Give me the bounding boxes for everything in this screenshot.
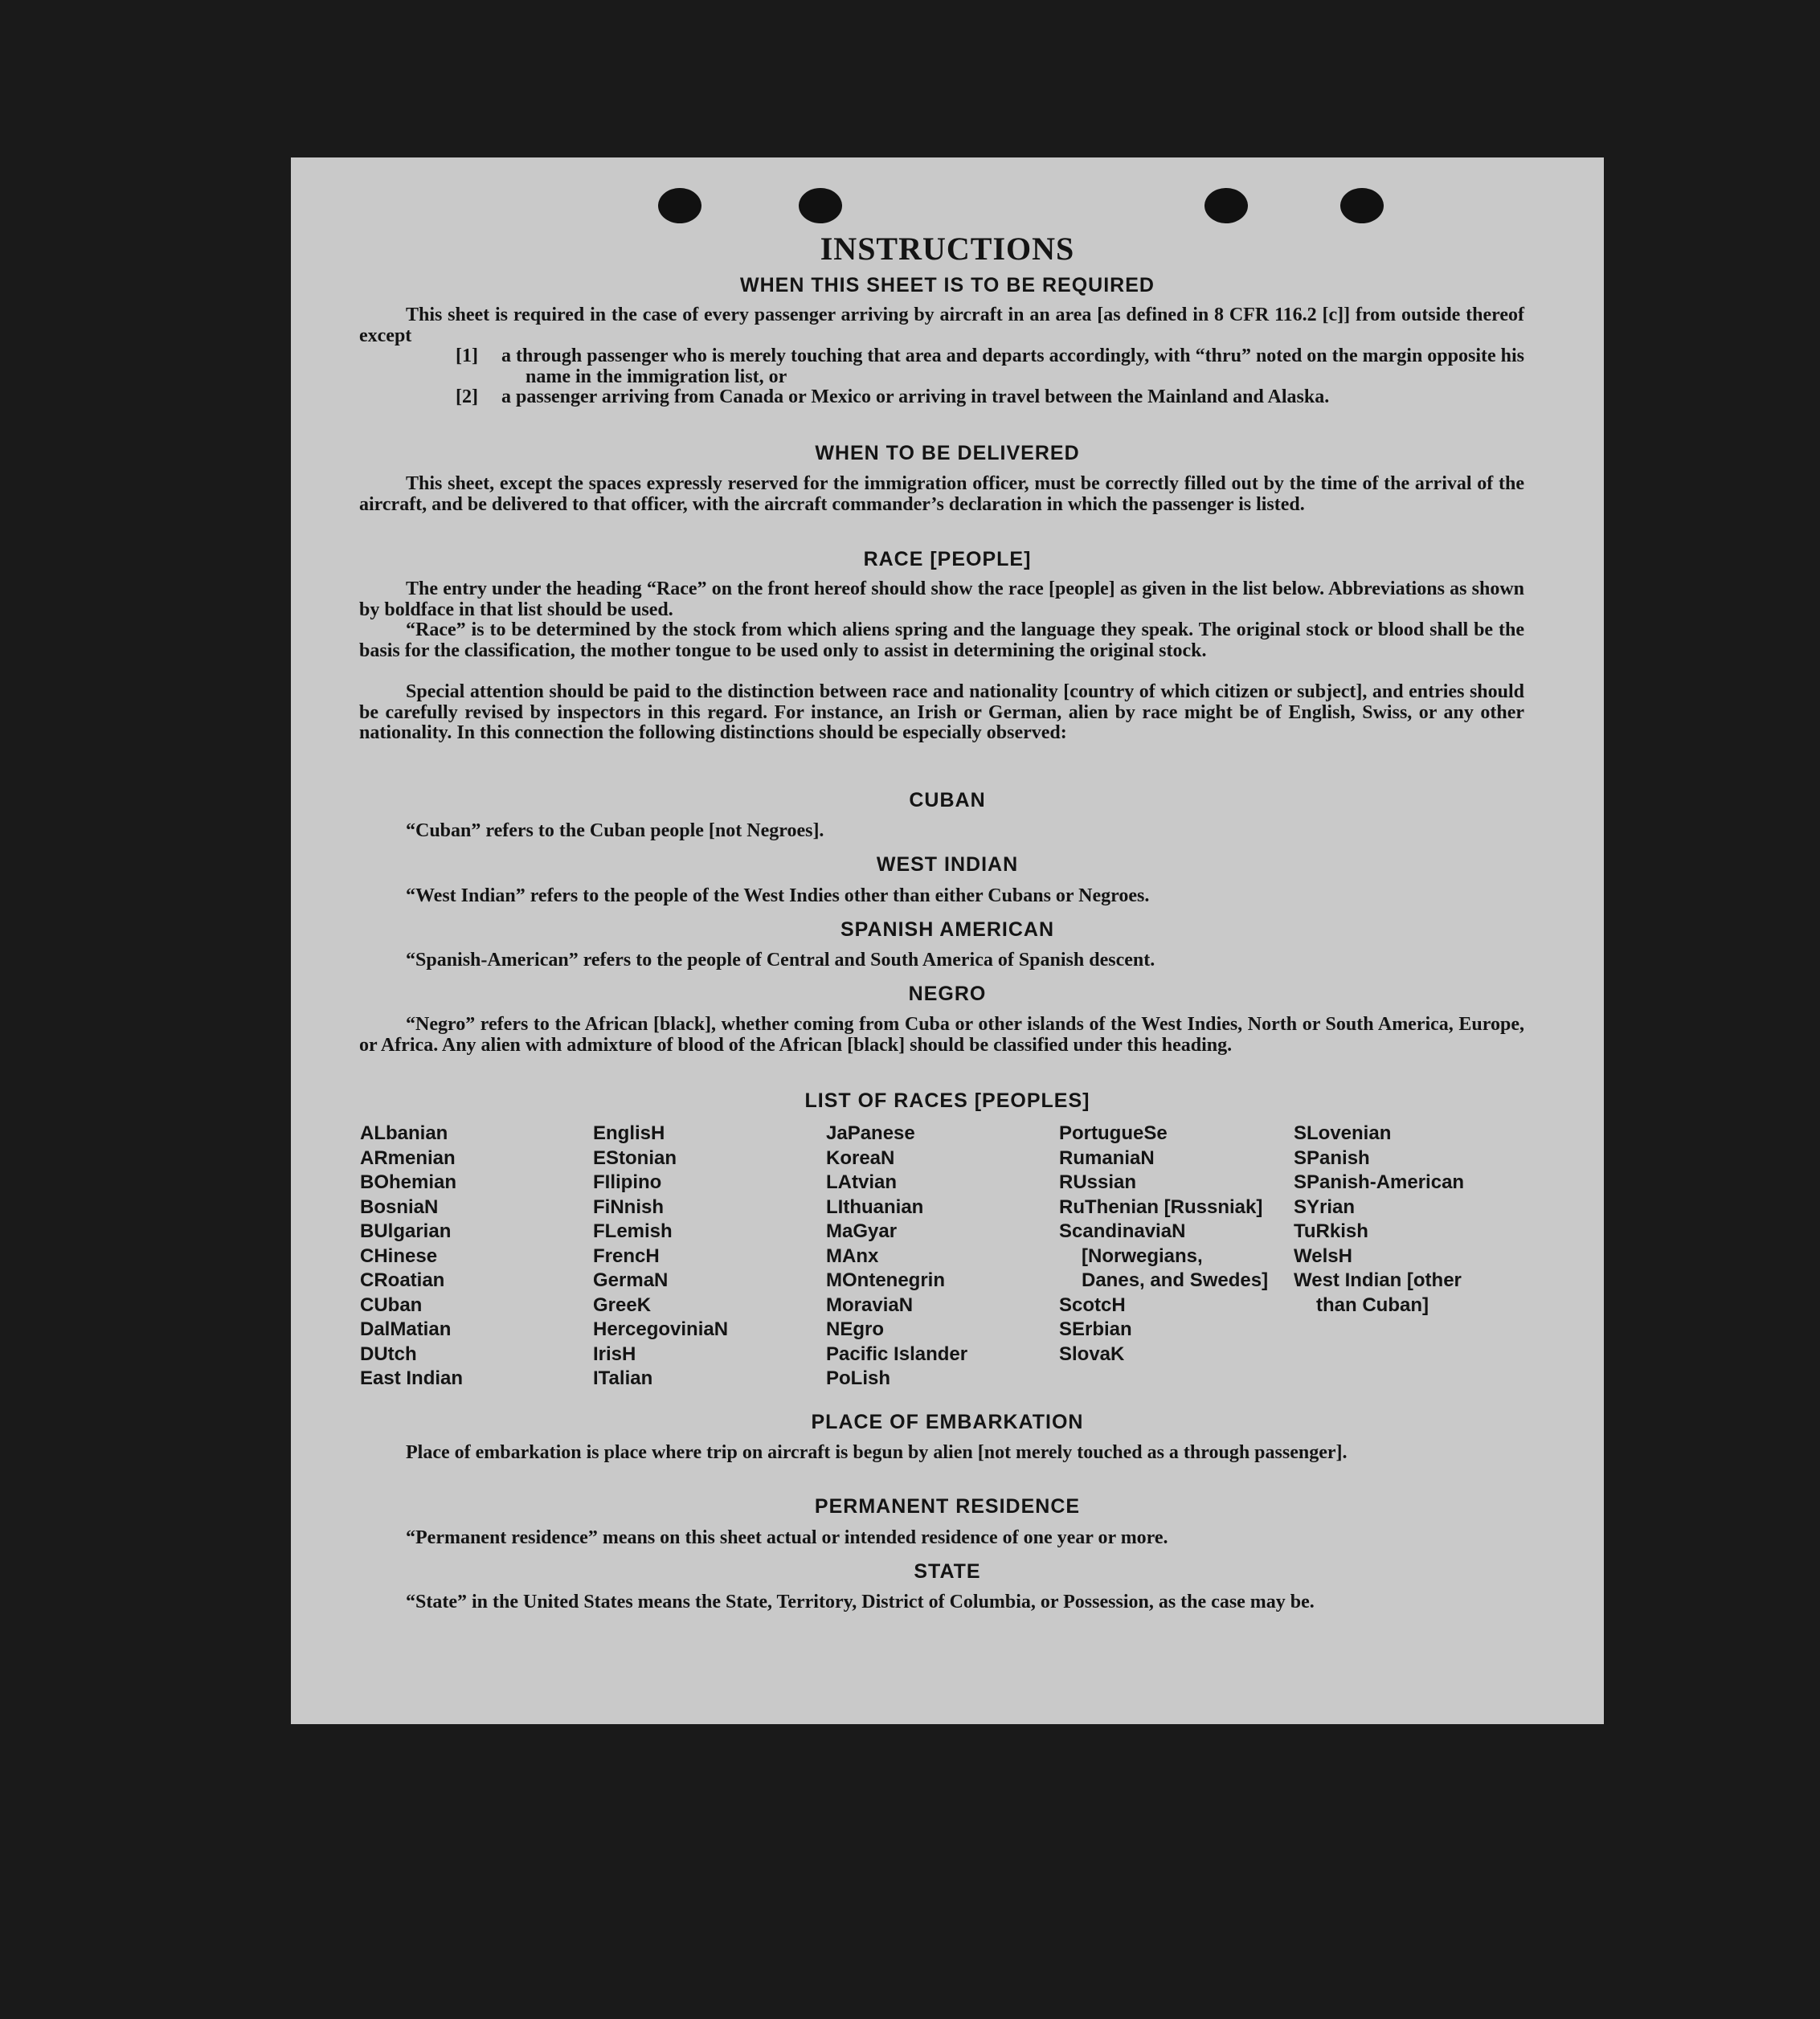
punch-hole	[799, 188, 842, 223]
heading-west-indian: WEST INDIAN	[876, 853, 1019, 876]
race-entry: EnglisH	[593, 1122, 665, 1144]
punch-hole	[1204, 188, 1248, 223]
race-entry: ITalian	[593, 1367, 653, 1389]
race-entry: FiNnish	[593, 1195, 664, 1218]
race-entry: East Indian	[360, 1367, 464, 1389]
when-delivered-text: This sheet, except the spaces expressly reserved for the immigration officer, must be correctly filled out by the time of the arrival of the aircraft, and be delivered to that officer, with the aircraft commander’s declaration in which the passenger is listed.	[359, 473, 1524, 515]
heading-permanent-residence: PERMANENT RESIDENCE	[814, 1495, 1081, 1518]
exception-item: a passenger arriving from Canada or Mexico or arriving in travel between the Mainland and Alaska.	[501, 386, 1330, 407]
punch-hole	[658, 188, 701, 223]
race-entry: GermaN	[593, 1269, 669, 1291]
heading-when-required: WHEN THIS SHEET IS TO BE REQUIRED	[740, 274, 1155, 296]
page-title: INSTRUCTIONS	[820, 231, 1075, 267]
exception-item: a through passenger who is merely touching that area and departs accordingly, with “thru” noted on the margin opposite his name in the immigration list, or	[501, 345, 1524, 387]
race-entry: CUban	[360, 1294, 423, 1316]
race-entry: BosniaN	[360, 1195, 439, 1218]
punch-hole	[1340, 188, 1384, 223]
race-entry: West Indian [other than Cuban]	[1294, 1269, 1462, 1316]
race-entry: FLemish	[593, 1220, 673, 1242]
race-paragraph: Special attention should be paid to the distinction between race and nationality [country of which citizen or subject], and entries should be carefully revised by inspectors in this regard. For instance, an Irish or German, alien by race might be of English, Swiss, or any other nationality. In this connection the following distinctions should be especially observed:	[359, 681, 1524, 743]
race-entry: JaPanese	[826, 1122, 915, 1144]
heading-list-of-races: LIST OF RACES [PEOPLES]	[804, 1089, 1090, 1112]
race-entry: HercegoviniaN	[593, 1318, 729, 1340]
race-entry: SYrian	[1294, 1195, 1356, 1218]
race-entry: MaGyar	[826, 1220, 898, 1242]
race-entry: MoraviaN	[826, 1294, 914, 1316]
heading-cuban: CUBAN	[909, 789, 986, 811]
race-entry: GreeK	[593, 1294, 652, 1316]
races-column	[1059, 1122, 1270, 1367]
race-entry: LIthuanian	[826, 1195, 924, 1218]
race-entry: MOntenegrin	[826, 1269, 945, 1291]
race-entry: WelsH	[1294, 1245, 1352, 1267]
race-paragraph: The entry under the heading “Race” on the front hereof should show the race [people] as given in the list below. Abbreviations as shown by boldface in that list should be used.	[359, 578, 1524, 620]
race-entry: DUtch	[360, 1343, 417, 1365]
embarkation-text: Place of embarkation is place where trip on aircraft is begun by alien [not merely touched as a through passenger].	[406, 1442, 1348, 1463]
residence-text: “Permanent residence” means on this sheet actual or intended residence of one year or more.	[406, 1527, 1168, 1548]
heading-spanish-american: SPANISH AMERICAN	[840, 918, 1054, 941]
race-entry: BOhemian	[360, 1171, 457, 1193]
heading-state: STATE	[914, 1560, 981, 1583]
race-entry: CHinese	[360, 1245, 438, 1267]
races-column	[1294, 1122, 1503, 1318]
heading-embarkation: PLACE OF EMBARKATION	[811, 1411, 1084, 1433]
race-entry: NEgro	[826, 1318, 884, 1340]
race-entry: BUlgarian	[360, 1220, 452, 1242]
when-required-text: This sheet is required in the case of every passenger arriving by aircraft in an area [as defined in 8 CFR 116.2 [c]] from outside thereof except	[359, 304, 1524, 346]
race-entry: ScotcH	[1059, 1294, 1126, 1316]
race-entry: SLovenian	[1294, 1122, 1392, 1144]
race-entry: TuRkish	[1294, 1220, 1368, 1242]
race-entry: SPanish	[1294, 1146, 1370, 1169]
item-number: [2]	[456, 386, 478, 407]
races-column	[826, 1122, 1043, 1392]
race-entry: Pacific Islander	[826, 1343, 968, 1365]
heading-when-delivered: WHEN TO BE DELIVERED	[815, 442, 1080, 464]
race-entry: CRoatian	[360, 1269, 445, 1291]
race-entry: SPanish-American	[1294, 1171, 1465, 1193]
race-entry: EStonian	[593, 1146, 677, 1169]
race-paragraph: “Race” is to be determined by the stock from which aliens spring and the language they speak. The original stock or blood shall be the basis for the classification, the mother tongue to be used only to assist in determining the original stock.	[359, 619, 1524, 661]
race-entry: IrisH	[593, 1343, 636, 1365]
west-indian-text: “West Indian” refers to the people of the West Indies other than either Cubans or Negroes.	[406, 885, 1150, 906]
race-entry: ScandinaviaN [Norwegians, Danes, and Swedes]	[1059, 1220, 1269, 1291]
races-column	[360, 1122, 577, 1392]
cuban-text: “Cuban” refers to the Cuban people [not Negroes].	[406, 820, 824, 841]
race-entry: RumaniaN	[1059, 1146, 1155, 1169]
race-entry: ARmenian	[360, 1146, 456, 1169]
race-entry: KoreaN	[826, 1146, 895, 1169]
races-column	[593, 1122, 810, 1392]
heading-negro: NEGRO	[908, 983, 987, 1005]
race-entry: MAnx	[826, 1245, 879, 1267]
race-entry: PoLish	[826, 1367, 891, 1389]
race-entry: SlovaK	[1059, 1343, 1125, 1365]
race-entry: DalMatian	[360, 1318, 452, 1340]
state-text: “State” in the United States means the State, Territory, District of Columbia, or Possession, as the case may be.	[406, 1592, 1315, 1612]
race-entry: SErbian	[1059, 1318, 1132, 1340]
race-entry: LAtvian	[826, 1171, 898, 1193]
item-number: [1]	[456, 345, 478, 366]
race-entry: FIlipino	[593, 1171, 662, 1193]
instruction-sheet	[291, 157, 1604, 1724]
race-entry: FrencH	[593, 1245, 660, 1267]
race-entry: RUssian	[1059, 1171, 1137, 1193]
spanish-american-text: “Spanish-American” refers to the people of Central and South America of Spanish descent.	[406, 950, 1155, 971]
race-entry: PortugueSe	[1059, 1122, 1168, 1144]
heading-race: RACE [PEOPLE]	[863, 548, 1032, 570]
negro-text: “Negro” refers to the African [black], whether coming from Cuba or other islands of the West Indies, North or South America, Europe, or Africa. Any alien with admixture of blood of the African [black] should be classified under this heading.	[359, 1014, 1524, 1056]
race-entry: ALbanian	[360, 1122, 448, 1144]
race-entry: RuThenian [Russniak]	[1059, 1195, 1263, 1218]
